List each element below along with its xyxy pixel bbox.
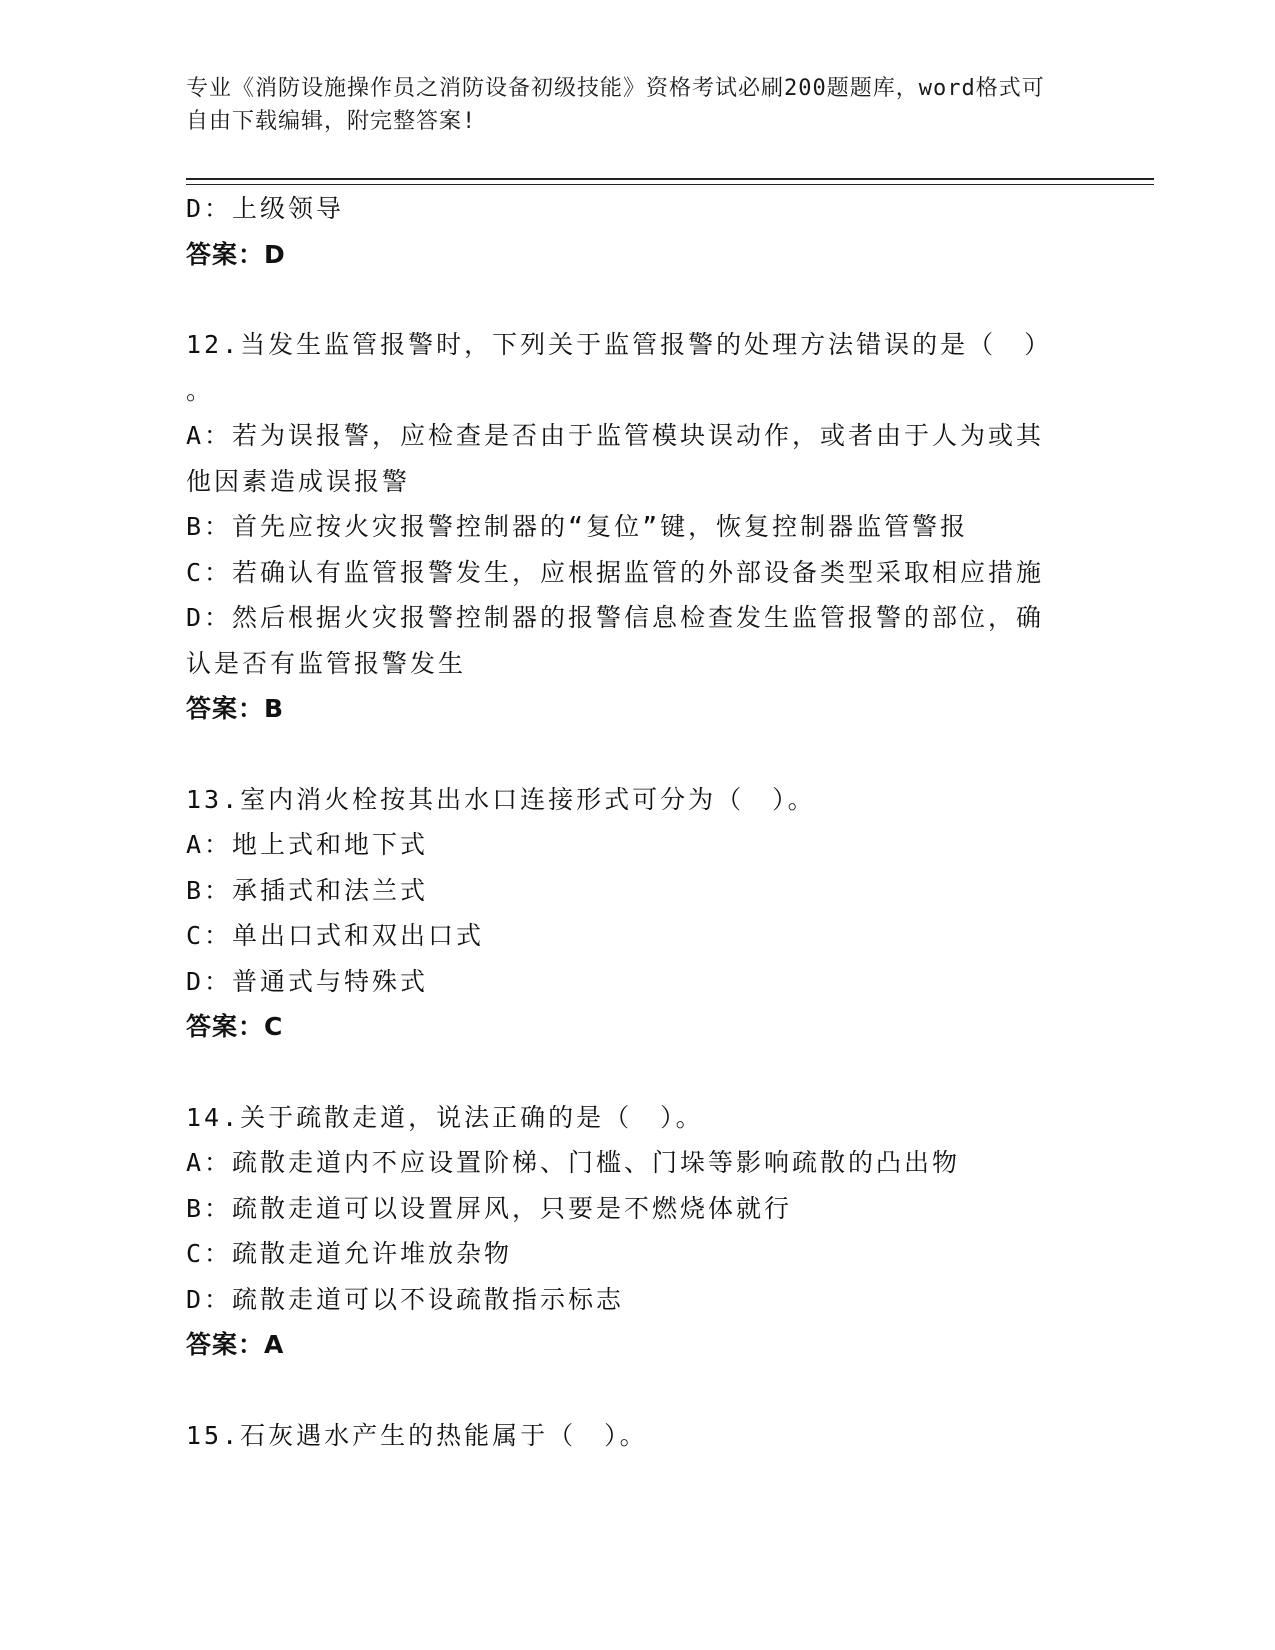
option-d: D：然后根据火灾报警控制器的报警信息检查发生监管报警的部位，确: [186, 603, 1045, 632]
option-c: C：单出口式和双出口式: [186, 921, 485, 950]
question-stem: 13.室内消火栓按其出水口连接形式可分为（ ）。: [186, 784, 816, 814]
option-b: B：承插式和法兰式: [186, 875, 429, 905]
answer: 答案：B: [186, 694, 285, 723]
header-rule-thin: [186, 184, 1154, 185]
spacer: [186, 277, 1086, 322]
answer: 答案：C: [186, 1012, 284, 1041]
option-a: A：若为误报警，应检查是否由于监管模块误动作，或者由于人为或其: [186, 421, 1045, 450]
question-stem-cont: 。: [186, 375, 215, 405]
option-a: A：疏散走道内不应设置阶梯、门槛、门垛等影响疏散的凸出物: [186, 1148, 961, 1177]
question-stem: 14.关于疏散走道，说法正确的是（ ）。: [186, 1102, 704, 1132]
option-b: B：疏散走道可以设置屏风，只要是不燃烧体就行: [186, 1193, 793, 1223]
answer: 答案：A: [186, 1330, 285, 1359]
option-d-cont: 认是否有监管报警发生: [186, 648, 467, 678]
option-b: B：首先应按火灾报警控制器的“复位”键，恢复控制器监管警报: [186, 512, 969, 541]
prev-option-d: D：上级领导: [186, 194, 345, 223]
option-c: C：若确认有监管报警发生，应根据监管的外部设备类型采取相应措施: [186, 557, 1045, 587]
question-12: [186, 322, 1086, 732]
question-stem: 15.石灰遇水产生的热能属于（ ）。: [186, 1420, 648, 1450]
option-a: A：地上式和地下式: [186, 830, 429, 859]
option-d: D：疏散走道可以不设疏散指示标志: [186, 1284, 625, 1314]
document-body: [186, 186, 1086, 1458]
spacer: [186, 1368, 1086, 1413]
prev-answer: 答案：D: [186, 239, 286, 269]
question-15: [186, 1413, 1086, 1459]
option-a-cont: 他因素造成误报警: [186, 466, 411, 496]
question-13: [186, 777, 1086, 1050]
header-rule-thick: [186, 178, 1154, 180]
header-text: 专业《消防设施操作员之消防设备初级技能》资格考试必刷200题题库，word格式可自由下载编辑，附完整答案!: [186, 76, 1045, 134]
option-d: D：普通式与特殊式: [186, 966, 429, 996]
page-header: [186, 72, 1066, 138]
spacer: [186, 732, 1086, 777]
question-14: [186, 1095, 1086, 1368]
option-c: C：疏散走道允许堆放杂物: [186, 1239, 513, 1268]
question-stem: 12.当发生监管报警时，下列关于监管报警的处理方法错误的是（ ）: [186, 330, 1053, 359]
spacer: [186, 1050, 1086, 1095]
